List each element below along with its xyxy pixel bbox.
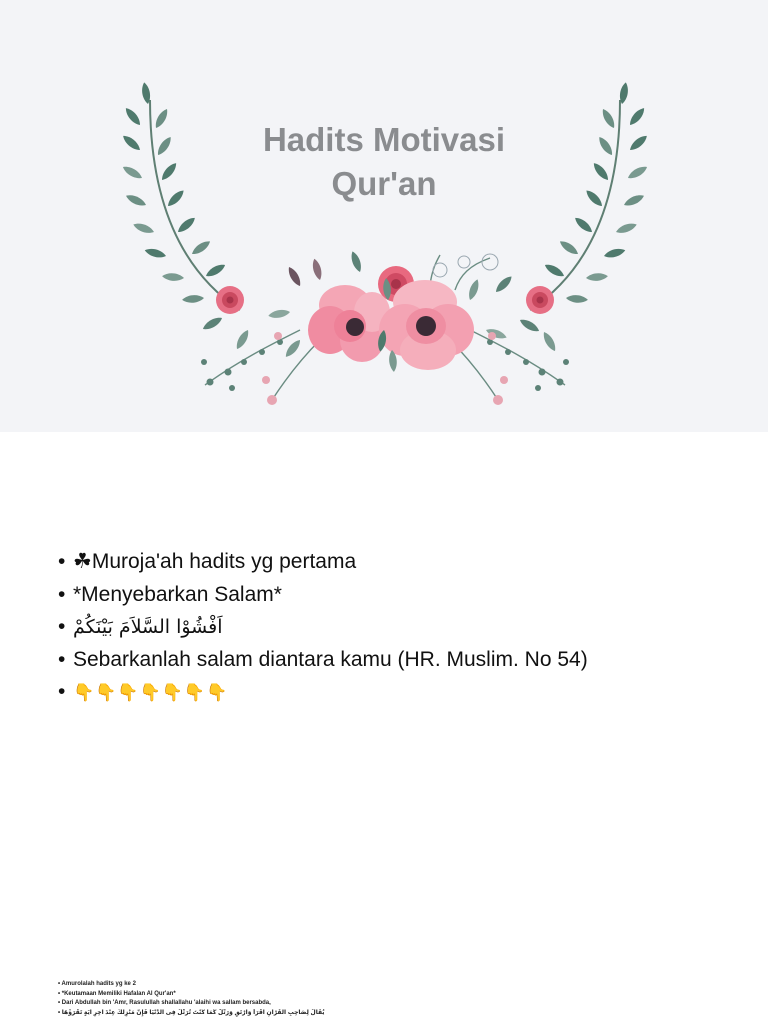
bullet-marker: •: [58, 680, 66, 703]
bullet-marker: •: [58, 550, 66, 573]
footnote-line-arabic: • يُقَالُ لِصَاحِبِ الْقُرْآنِ اقْرَأْ وَارْتَقِ وَرَتِّلْ كَمَا كُنْتَ تُرَتِّلُ فِى الدُّنْيَا فَإِنَّ مَنْزِلَكَ عِنْدَ آخِرِ آيَةٍ تَقْرَؤُهَا: [58, 1009, 325, 1016]
floral-wreath-illustration: [0, 0, 768, 432]
footnote-line: • Dari Abdullah bin 'Amr, Rasulullah shallallahu 'alaihi wa sallam bersabda,: [58, 1000, 271, 1006]
hadith-bullet-list: [58, 546, 748, 710]
title-line-1: Hadits Motivasi: [262, 121, 506, 158]
footnote-list: [58, 980, 758, 1018]
list-item-text: *Menyebarkan Salam*: [73, 582, 282, 606]
small-rose-left: [216, 286, 244, 314]
title-line-2: Qur'an: [331, 165, 437, 202]
poppy-left: [308, 285, 390, 362]
list-item: [58, 546, 748, 579]
arabic-text: اَفْشُوْا السَّلاَمَ بَيْنَكُمْ: [73, 616, 223, 638]
sprig-dots: [201, 339, 569, 391]
list-item: [58, 579, 748, 612]
list-item-text: Muroja'ah hadits yg pertama: [91, 550, 357, 573]
bullet-marker: •: [58, 582, 66, 606]
list-item: [58, 611, 748, 644]
pointing-down-icons: 👇👇👇👇👇👇👇: [73, 683, 229, 703]
small-rose-right: [526, 286, 554, 314]
bullet-marker: •: [58, 647, 66, 671]
footnote-line: • *Keutamaan Memiliki Hafalan Al Qur'an*: [58, 990, 176, 997]
cover-slide: [0, 0, 768, 432]
clover-icon: ☘: [73, 550, 92, 573]
page-title: [184, 118, 584, 206]
list-item: [58, 644, 748, 677]
dandelion-sprigs: [433, 254, 498, 277]
bullet-marker: •: [58, 615, 66, 638]
list-item: [58, 676, 748, 710]
footnote-line: • Amurolalah hadits yg ke 2: [58, 981, 136, 987]
list-item-text: Sebarkanlah salam diantara kamu (HR. Muslim. No 54): [73, 647, 588, 671]
